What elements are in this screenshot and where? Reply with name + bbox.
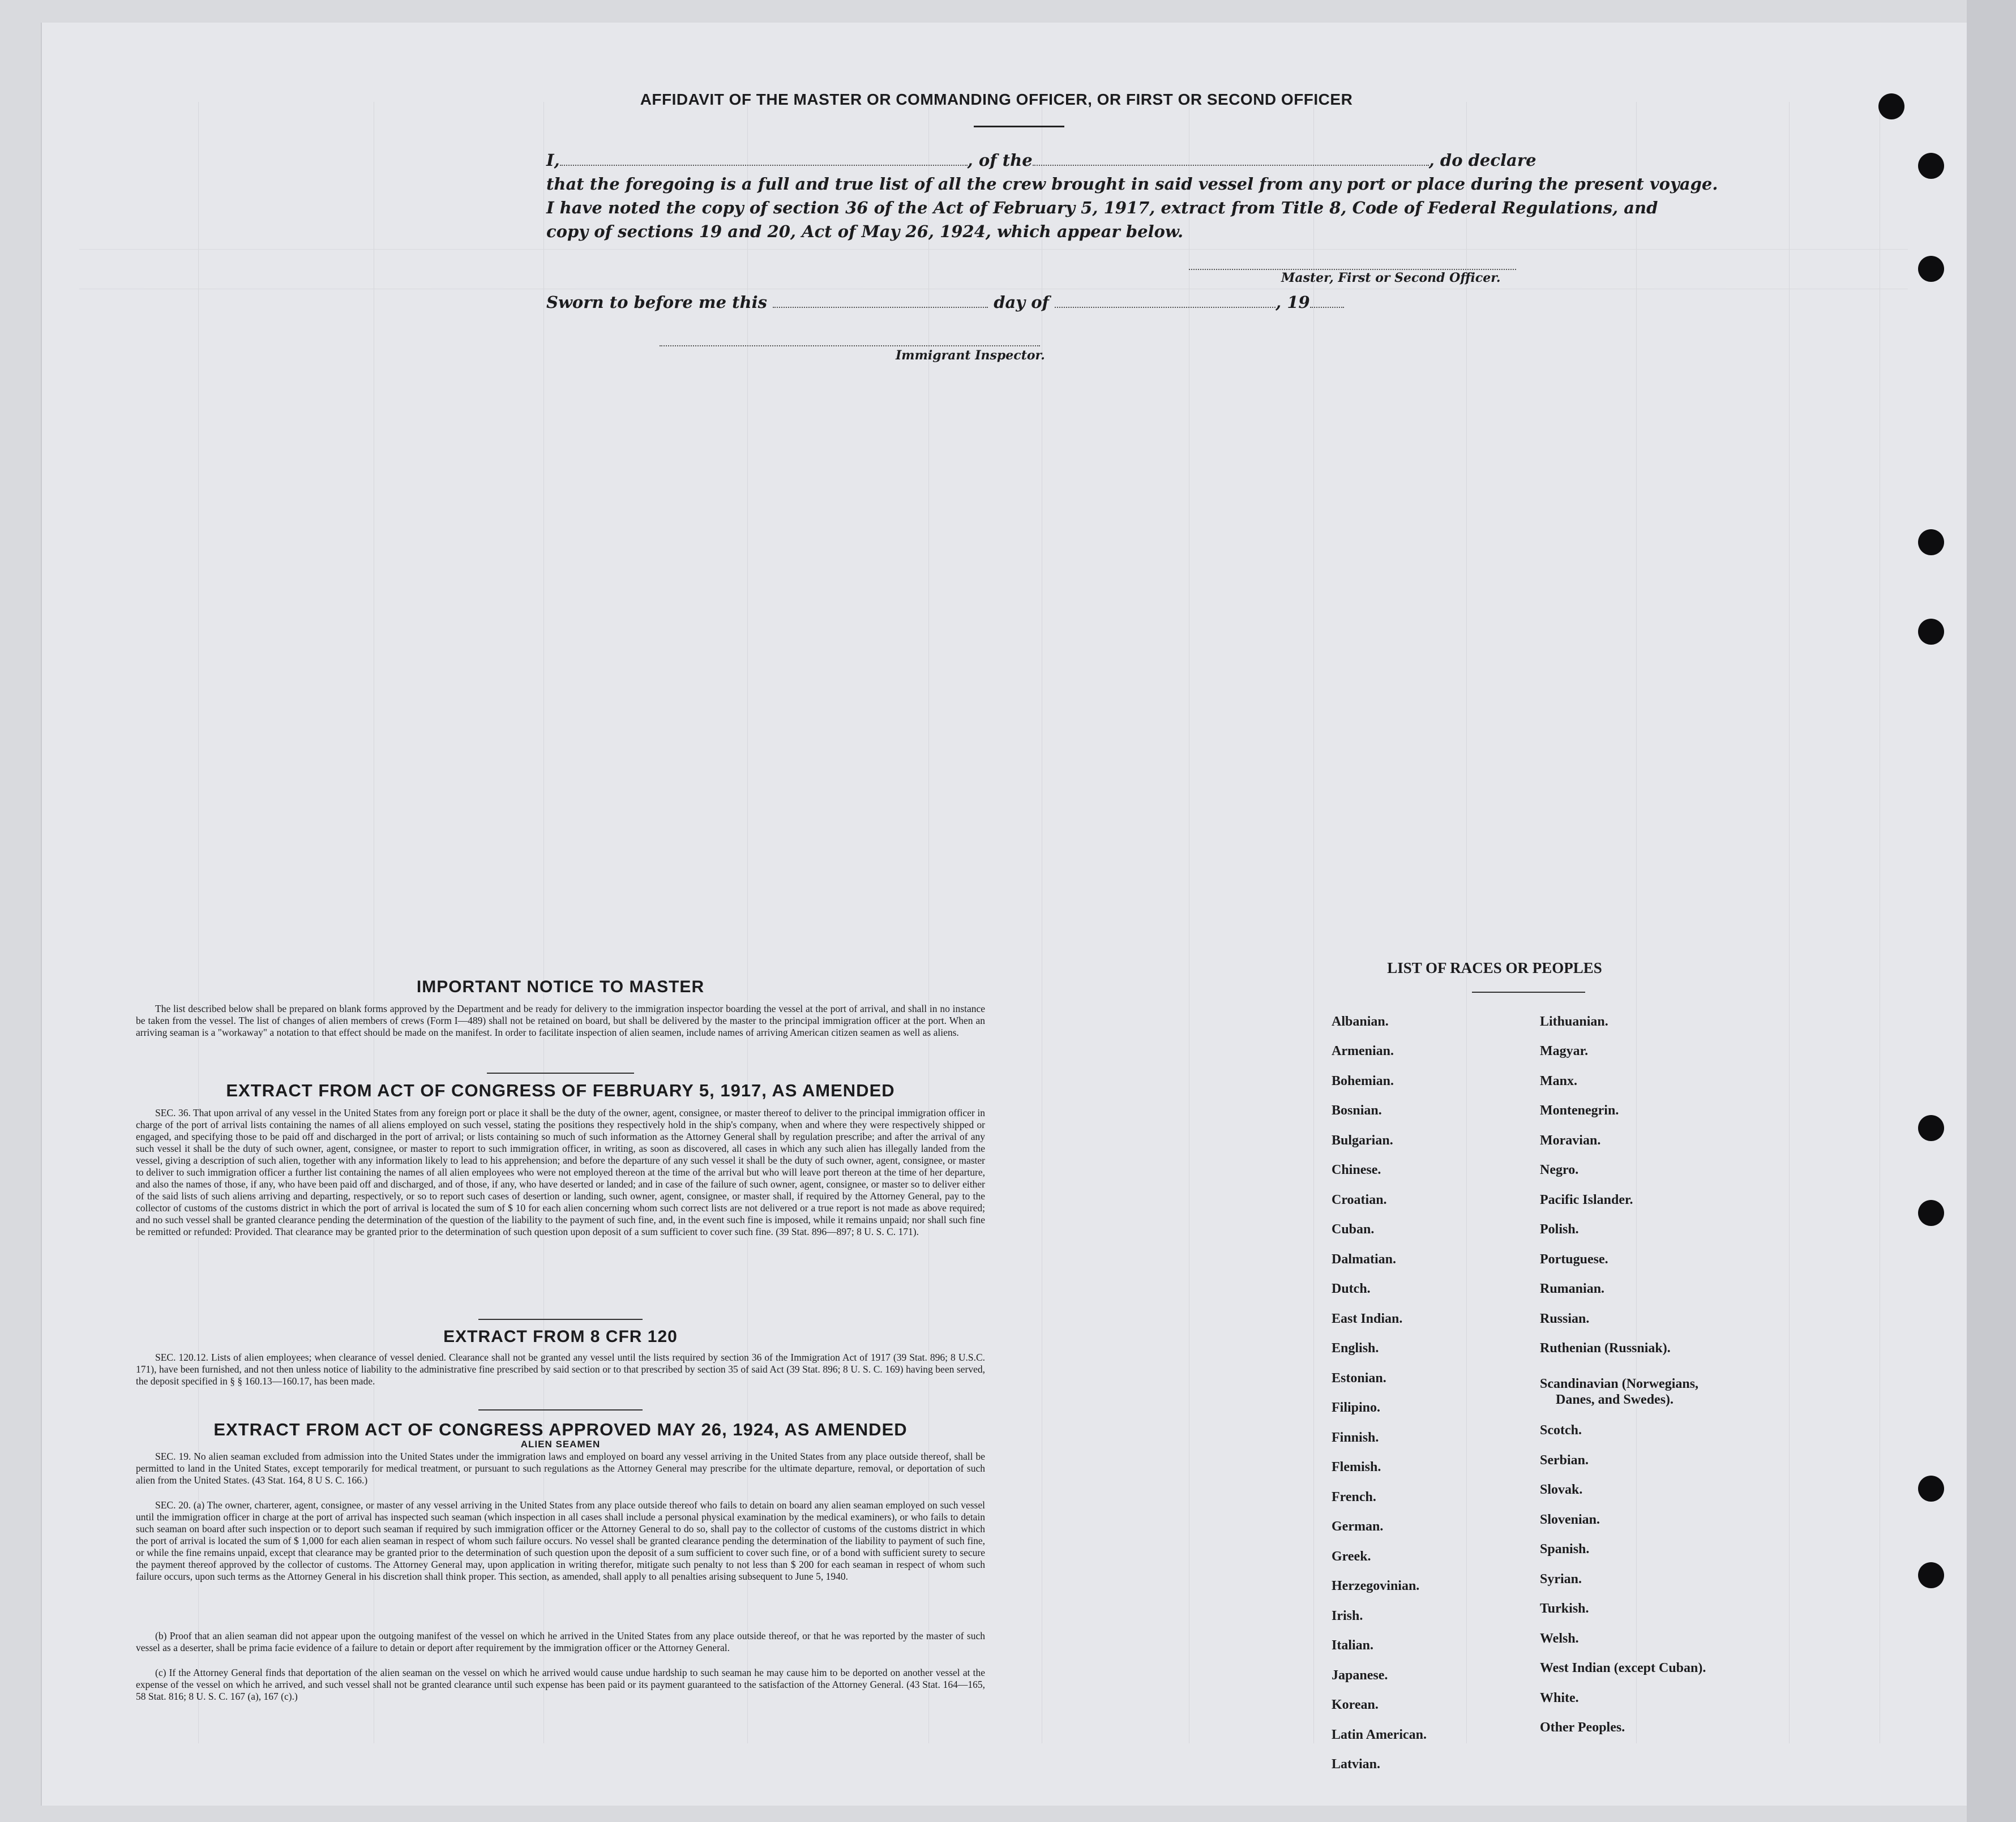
affidavit-line-1 <box>546 148 1536 172</box>
notice-title: IMPORTANT NOTICE TO MASTER <box>416 978 705 996</box>
affidavit-i-label: I, <box>546 151 560 170</box>
punch-hole <box>1918 1562 1944 1588</box>
affidavit-of-the-label: , of the <box>967 151 1033 170</box>
punch-hole <box>1918 1200 1944 1226</box>
race-item: Flemish. <box>1332 1460 1381 1474</box>
affidavit-declare-label: , do declare <box>1428 151 1536 170</box>
race-item: West Indian (except Cuban). <box>1540 1661 1706 1675</box>
inspector-label: Immigrant Inspector. <box>896 348 1045 363</box>
race-item: Estonian. <box>1332 1371 1386 1386</box>
race-item: Other Peoples. <box>1540 1720 1625 1735</box>
extract-1924-sec20c: (c) If the Attorney General finds that deportation of the alien seaman on the vessel on which he arrived would cause undue hardship to such seaman he may cause him to be deported on another vessel at the expense of the vessel on which he arrived, and such vessel shall not be granted clearance until such expense has been paid or its payment guaranteed to the satisfaction of the Attorney General. (43 Stat. 164—165, 58 Stat. 816; 8 U. S. C. 167 (a), 167 (c).) <box>136 1667 985 1702</box>
race-item: Scandinavian (Norwegians, <box>1540 1377 1699 1391</box>
race-item: Danes, and Swedes). <box>1556 1392 1674 1407</box>
race-item: Slovak. <box>1540 1482 1583 1497</box>
race-item: German. <box>1332 1519 1384 1534</box>
sworn-line <box>546 290 1344 314</box>
race-item: Magyar. <box>1540 1044 1589 1058</box>
race-item: Ruthenian (Russniak). <box>1540 1341 1671 1356</box>
punch-hole <box>1918 153 1944 179</box>
race-item: Cuban. <box>1332 1222 1375 1237</box>
race-item: Albanian. <box>1332 1014 1389 1029</box>
race-item: East Indian. <box>1332 1311 1403 1326</box>
race-item: Bosnian. <box>1332 1103 1382 1118</box>
race-item: Syrian. <box>1540 1572 1582 1587</box>
race-item: Pacific Islander. <box>1540 1193 1633 1207</box>
race-item: English. <box>1332 1341 1379 1356</box>
race-item: Portuguese. <box>1540 1252 1608 1267</box>
scan-edge <box>1967 0 2016 1822</box>
affidavit-title: AFFIDAVIT OF THE MASTER OR COMMANDING OFFICER, OR FIRST OR SECOND OFFICER <box>640 91 1353 108</box>
extract-1924-title: EXTRACT FROM ACT OF CONGRESS APPROVED MAY 26, 1924, AS AMENDED <box>213 1420 908 1439</box>
affidavit-line-3: I have noted the copy of section 36 of the Act of February 5, 1917, extract from Title 8, Code of Federal Regulations, and <box>546 198 1658 217</box>
affidavit-line-2: that the foregoing is a full and true list of all the crew brought in said vessel from any port or place during the present voyage. <box>546 174 1718 194</box>
race-item: Finnish. <box>1332 1430 1379 1445</box>
extract-1917-text: SEC. 36. That upon arrival of any vessel in the United States from any foreign port or place it shall be the duty of the owner, agent, consignee, or master thereof to deliver to the principal immigration officer in charge of the port of arrival lists containing the names of all aliens employed on such vessel, stating the positions they respectively hold in the ship's company, when and where they were respectively shipped or engaged, and specifying those to be paid off and discharged in the port of arrival; or lists containing so much of such information as the Attorney General shall by regulation prescribe; and after the arrival of any such vessel it shall be the duty of such owner, agent, consignee, or master to report to such immigration officer, in writing, as soon as discovered, all cases in which any such alien has illegally landed from the vessel, giving a description of such alien, together with any information likely to lead to his apprehension; and before the departure of any such vessel it shall be the duty of such owner, agent, consignee, or master to deliver to such immigration officer a further list containing the names of all alien employees who were not employed thereon at the time of the arrival but who will leave port thereon at the time of her departure, and also the names of those, if any, who have been paid off and discharged, and of those, if any, who have deserted or landed; and in case of the failure of such owner, agent, consignee, or master so to deliver either of the said lists of such aliens arriving and departing, respectively, or so to report such cases of desertion or landing, such owner, agent, consignee, or master shall, if required by the Attorney General, pay to the collector of customs of the customs district in which the port of arrival is located the sum of $ 10 for each alien concerning whom such correct lists are not delivered or a true report is not made as above required; and no such vessel shall be granted clearance pending the determination of the question of the liability to the payment of such fine, and, in the event such fine is imposed, while it remains unpaid; nor shall such fine be remitted or refunded: Provided. That clearance may be granted prior to the determination of such question upon deposit of a sum sufficient to cover such fine. (39 Stat. 896—897; 8 U. S. C. 171). <box>136 1107 985 1237</box>
race-item: Moravian. <box>1540 1133 1601 1148</box>
master-label: Master, First or Second Officer. <box>1281 271 1501 285</box>
sworn-month-blank[interactable] <box>1055 294 1275 308</box>
extract-1924-sec19: SEC. 19. No alien seaman excluded from admission into the United States under the immigration laws and employed on board any vessel arriving in the United States from any place outside thereof, shall be permitted to land in the United States, except temporarily for medical treatment, or pursuant to such regulations as the Attorney General may prescribe for the ultimate departure, removal, or deportation of such alien from the United States. (43 Stat. 164, 8 U S. C. 166.) <box>136 1451 985 1486</box>
race-item: Italian. <box>1332 1638 1374 1653</box>
master-signature-blank[interactable] <box>1189 269 1516 270</box>
race-item: Croatian. <box>1332 1193 1387 1207</box>
race-item: Polish. <box>1540 1222 1579 1237</box>
race-item: Latvian. <box>1332 1757 1381 1772</box>
race-item: Scotch. <box>1540 1423 1582 1438</box>
punch-hole <box>1918 1115 1944 1141</box>
punch-hole <box>1878 93 1904 119</box>
race-item: Chinese. <box>1332 1163 1381 1177</box>
extract-1924-subtitle: ALIEN SEAMEN <box>520 1439 601 1450</box>
race-item: Slovenian. <box>1540 1512 1600 1527</box>
race-item: Irish. <box>1332 1609 1363 1623</box>
races-title: LIST OF RACES OR PEOPLES <box>1387 959 1602 976</box>
race-item: White. <box>1540 1691 1579 1705</box>
vessel-blank[interactable] <box>1033 152 1429 166</box>
punch-hole <box>1918 1476 1944 1502</box>
section-rule <box>478 1409 643 1411</box>
race-item: French. <box>1332 1490 1376 1504</box>
year-label: , 19 <box>1275 293 1310 312</box>
race-item: Welsh. <box>1540 1631 1579 1646</box>
affidavit-title-rule <box>974 126 1064 127</box>
punch-hole <box>1918 529 1944 555</box>
sworn-year-blank[interactable] <box>1310 294 1344 308</box>
race-item: Bohemian. <box>1332 1074 1394 1088</box>
extract-1924-sec20a: SEC. 20. (a) The owner, charterer, agent, consignee, or master of any vessel arriving in the United States from any place outside thereof who fails to detain on board any alien seaman employed on such vessel until the immigration officer in charge at the port of arrival has inspected such seaman (which inspection in all cases shall include a personal physical examination by the medical examiners), or who fails to detain such seaman on board after such inspection or to deport such seaman if required by such immigration officer or the Attorney General to do so, shall pay to the collector of customs of the customs district in which the port of arrival is located the sum of $ 1,000 for each alien seaman in respect of whom such failure occurs. No vessel shall be granted clearance pending the determination of the liability to payment of such fine, or while the fine remains unpaid, except that clearance may be granted prior to the determination of such question upon the deposit of a sum sufficient to cover such fine, or of a bond with sufficient surety to secure the payment thereof approved by the collector of customs. The Attorney General may, upon application in writing therefor, mitigate such penalty to not less than $ 200 for each seaman in respect of whom such failure occurs, upon such terms as the Attorney General in his discretion shall think proper. This section, as amended, shall apply to all penalties arising subsequent to June 5, 1940. <box>136 1499 985 1582</box>
races-title-rule <box>1472 992 1585 993</box>
race-item: Dutch. <box>1332 1281 1371 1296</box>
race-item: Korean. <box>1332 1697 1379 1712</box>
notice-text: The list described below shall be prepared on blank forms approved by the Department and be ready for delivery to the immigration inspector boarding the vessel at the port of arrival, and shall in no instance be taken from the vessel. The list of changes of alien members of crews (Form I—489) shall not be retained on board, but shall be delivered by the master to the principal immigration officer at the port. When an arriving seaman is a "workaway" a notation to that effect should be made on the manifest. In order to facilitate inspection of alien seamen, include names of arriving American citizen seamen as well as aliens. <box>136 1003 985 1038</box>
name-blank[interactable] <box>560 152 968 166</box>
race-item: Bulgarian. <box>1332 1133 1393 1148</box>
race-item: Turkish. <box>1540 1601 1589 1616</box>
section-rule <box>478 1319 643 1320</box>
affidavit-line-4: copy of sections 19 and 20, Act of May 26, 1924, which appear below. <box>546 222 1184 241</box>
inspector-signature-blank[interactable] <box>660 345 1040 346</box>
race-item: Montenegrin. <box>1540 1103 1619 1118</box>
race-item: Lithuanian. <box>1540 1014 1608 1029</box>
sworn-label: Sworn to before me this <box>546 293 767 312</box>
punch-hole <box>1918 256 1944 282</box>
race-item: Rumanian. <box>1540 1281 1605 1296</box>
race-item: Manx. <box>1540 1074 1577 1088</box>
extract-1924-sec20b: (b) Proof that an alien seaman did not appear upon the outgoing manifest of the vessel on which he arrived in the United States from any place outside thereof, or that he was reported by the master of such vessel as a deserter, shall be prima facie evidence of a failure to detain or deport after requirement by the immigration officer or the Attorney General. <box>136 1630 985 1653</box>
race-item: Russian. <box>1540 1311 1590 1326</box>
extract-1917-title: EXTRACT FROM ACT OF CONGRESS OF FEBRUARY 5, 1917, AS AMENDED <box>226 1081 895 1100</box>
race-item: Dalmatian. <box>1332 1252 1396 1267</box>
race-item: Herzegovinian. <box>1332 1579 1420 1593</box>
extract-cfr-title: EXTRACT FROM 8 CFR 120 <box>443 1327 678 1346</box>
extract-cfr-text: SEC. 120.12. Lists of alien employees; when clearance of vessel denied. Clearance shall not be granted any vessel until the lists required by section 36 of the Immigration Act of 1917 (39 Stat. 896; 8 U.S.C. 171), have been furnished, and not then unless notice of liability to the administrative fine prescribed by said section or to that prescribed by section 35 of said Act (39 Stat. 896; 8 U. S. C. 169) having been served, the deposit specified in § § 160.13—160.17, has been made. <box>136 1352 985 1387</box>
punch-hole <box>1918 619 1944 645</box>
race-item: Japanese. <box>1332 1668 1388 1683</box>
race-item: Armenian. <box>1332 1044 1394 1058</box>
day-of-label: day of <box>994 293 1050 312</box>
race-item: Filipino. <box>1332 1400 1381 1415</box>
race-item: Serbian. <box>1540 1453 1589 1468</box>
race-item: Greek. <box>1332 1549 1371 1564</box>
race-item: Latin American. <box>1332 1727 1427 1742</box>
race-item: Spanish. <box>1540 1542 1590 1557</box>
sworn-day-blank[interactable] <box>773 294 988 308</box>
race-item: Negro. <box>1540 1163 1579 1177</box>
section-rule <box>487 1073 634 1074</box>
